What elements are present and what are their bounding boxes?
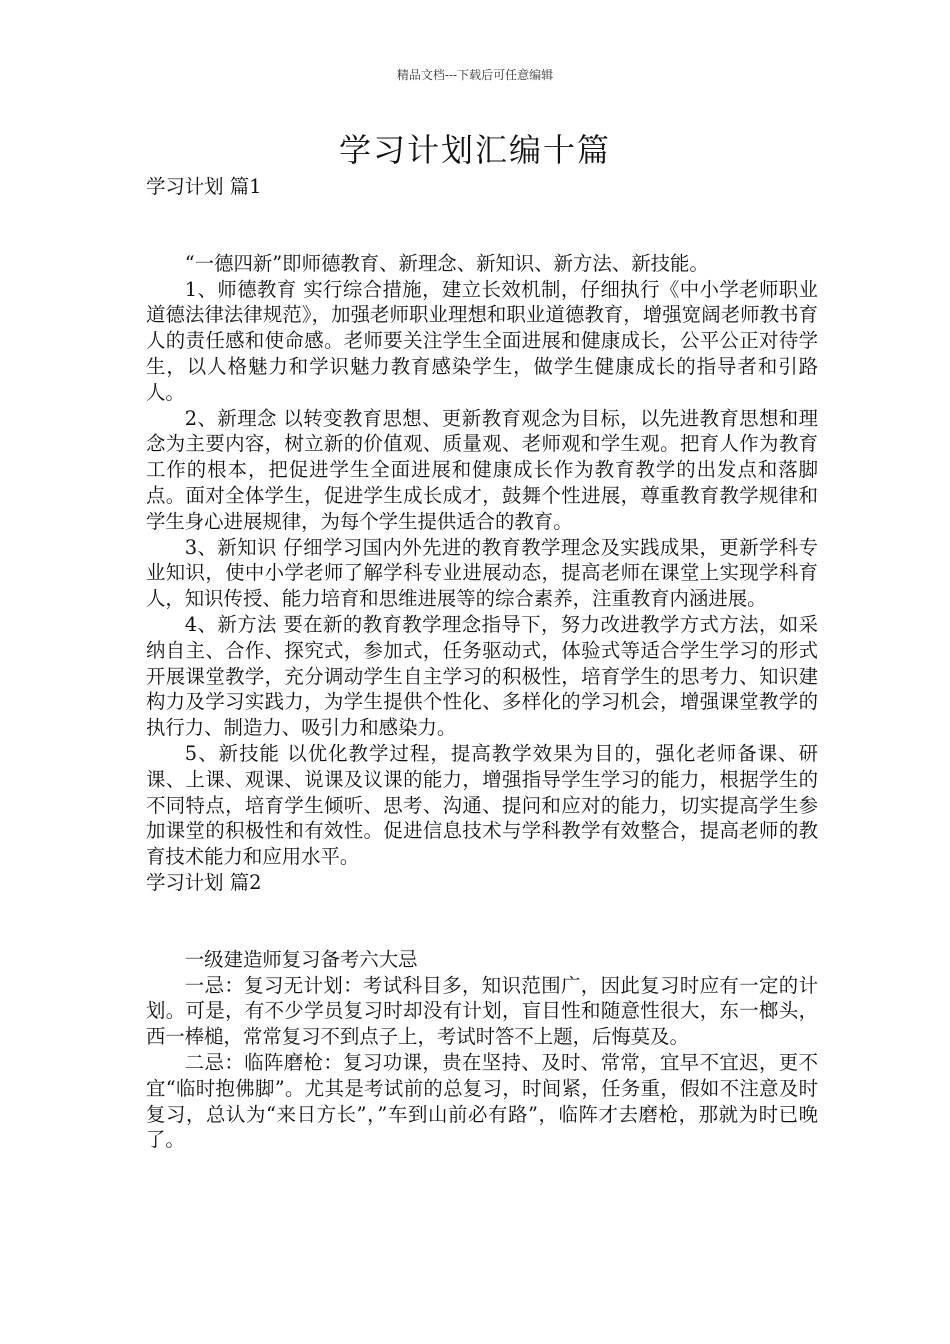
- paragraph: 一级建造师复习备考六大忌: [184, 947, 418, 971]
- header-note: 精品文档---下载后可任意编辑: [396, 68, 554, 82]
- paragraph: 2、新理念 以转变教育思想、更新教育观念为目标，以先进教育思想和理念为主要内容，树立新的价值观、质量观、老师观和学生观。把育人作为教育工作的根本，把促进学生全面进展和健康成长作为教育教学的出发点和落脚点。面对全体学生，促进学生成长成才，鼓舞个性进展，尊重教育教学规律和学生身心进展规律，为每个学生提供适合的教育。: [146, 406, 818, 533]
- paragraph: “一德四新”即师德教育、新理念、新知识、新方法、新技能。: [184, 251, 709, 275]
- section-1: [146, 174, 818, 870]
- document-title: 学习计划汇编十篇: [338, 131, 611, 169]
- paragraph: 二忌：临阵磨枪：复习功课，贵在坚持、及时、常常，宜早不宜迟，更不宜“临时抱佛脚”。尤其是考试前的总复习，时间紧，任务重，假如不注意及时复习，总认为“来日方长”，”车到山前必有路”，临阵才去磨枪，那就为时已晚了。: [146, 1050, 818, 1152]
- section-spacer: [146, 200, 818, 251]
- paragraph: 1、师德教育 实行综合措施，建立长效机制，仔细执行《中小学老师职业道德法律法律规范》，加强老师职业理想和职业道德教育，增强宽阔老师教书育人的责任感和使命感。老师要关注学生全面进展和健康成长，公平公正对待学生，以人格魅力和学识魅力教育感染学生，做学生健康成长的指导者和引路人。: [146, 277, 818, 404]
- paragraph: 一忌：复习无计划：考试科目多，知识范围广，因此复习时应有一定的计划。可是，有不少学员复习时却没有计划，盲目性和随意性很大，东一榔头，西一棒槌，常常复习不到点子上，考试时答不上题，后悔莫及。: [146, 973, 818, 1049]
- section-heading: 学习计划 篇2: [146, 870, 262, 894]
- section-heading: 学习计划 篇1: [146, 175, 262, 198]
- paragraph: 4、新方法 要在新的教育教学理念指导下，努力改进教学方式方法，如采纳自主、合作、探究式，参加式，任务驱动式，体验式等适合学生学习的形式开展课堂教学，充分调动学生自主学习的积极性，培育学生的思考力、知识建构力及学习实践力，为学生提供个性化、多样化的学习机会，增强课堂教学的执行力、制造力、吸引力和感染力。: [146, 612, 818, 740]
- paragraph: 5、新技能 以优化教学过程，提高教学效果为目的，强化老师备课、研课、上课、观课、说课及议课的能力，增强指导学生学习的能力，根据学生的不同特点，培育学生倾听、思考、沟通、提问和应对的能力，切实提高学生参加课堂的积极性和有效性。促进信息技术与学科教学有效整合，提高老师的教育技术能力和应用水平。: [146, 741, 818, 869]
- paragraph: 3、新知识 仔细学习国内外先进的教育教学理念及实践成果，更新学科专业知识，使中小学老师了解学科专业进展动态，提高老师在课堂上实现学科育人，知识传授、能力培育和思维进展等的综合素养，注重教育内涵进展。: [146, 535, 818, 611]
- document-body: [146, 174, 818, 1153]
- section-2: [146, 870, 818, 1153]
- section-spacer: [146, 896, 818, 947]
